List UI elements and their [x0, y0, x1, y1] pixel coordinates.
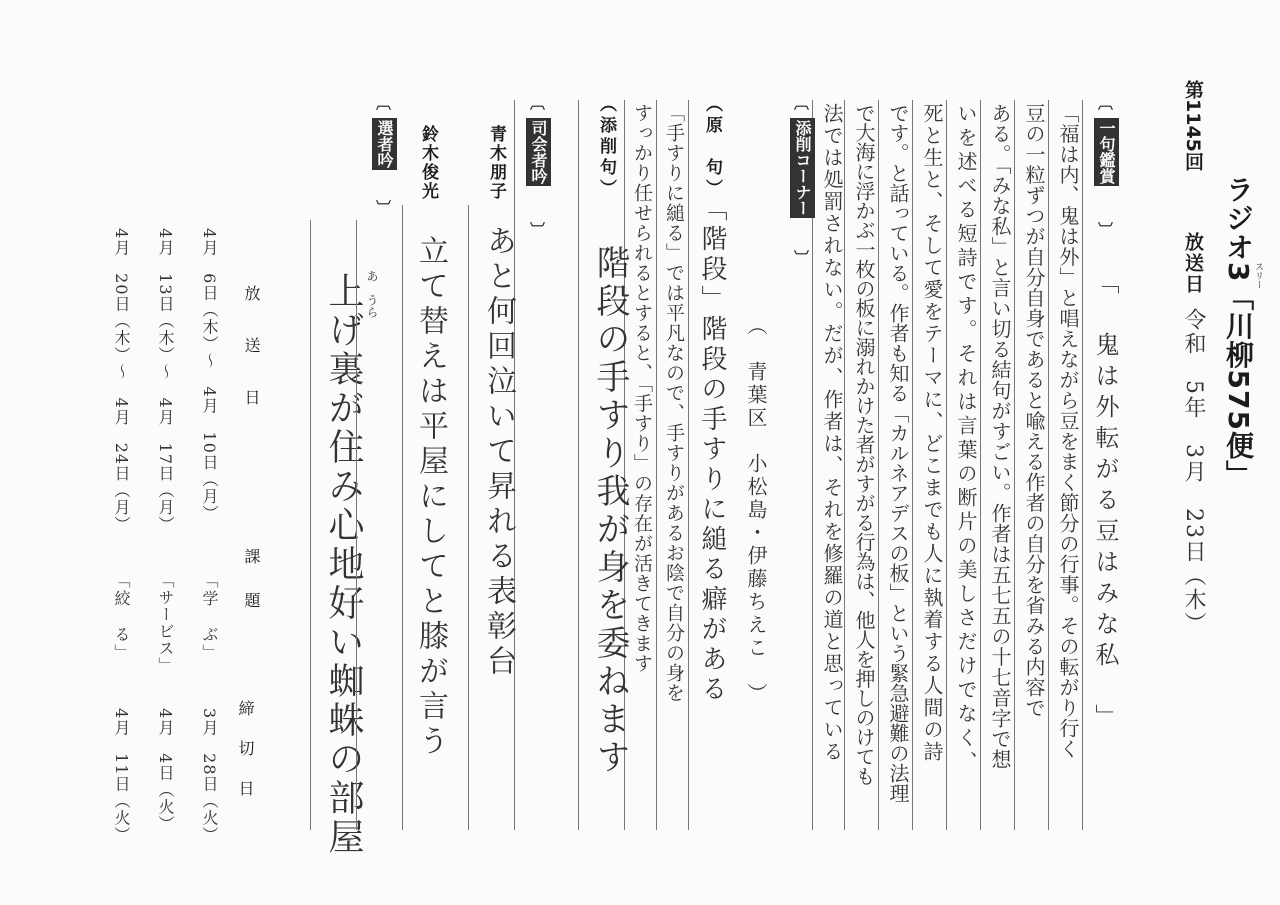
- program-title-ruby: スリー: [1253, 262, 1263, 289]
- correction-note-1: 「手すりに縋る」では平凡なので、手すりがあるお陰で自分の身を: [663, 103, 685, 703]
- label-bracket-close: 〕: [1096, 222, 1114, 237]
- schedule-row-3-period: 4月 20日（木）～ 4月 24日（月）: [112, 228, 131, 534]
- original-verse: 「階段」階段の手すりに縋る癖がある: [697, 195, 727, 705]
- original-label: （原 句）: [702, 95, 722, 200]
- corrected-label: （添削句）: [596, 95, 616, 200]
- label-bracket-close: 〕: [528, 222, 546, 237]
- schedule-row-2-period: 4月 13日（木）～ 4月 17日（月）: [156, 228, 175, 534]
- appreciation-label: 一句鑑賞: [1094, 118, 1119, 186]
- broadcast-date-label: 放送日: [1182, 232, 1204, 295]
- episode-number: 第1145回: [1182, 80, 1204, 171]
- appreciation-line-1: 「福は内、鬼は外」と唱えながら豆をまく節分の行事。その転がり行く: [1056, 103, 1080, 759]
- host-name-1: 青木朋子: [486, 125, 506, 201]
- broadcast-date: 令和 5年 3月 23日（木）: [1181, 308, 1206, 636]
- schedule-header-theme: 課 題: [242, 548, 261, 614]
- schedule-row-1-deadline: 3月 28日（火）: [200, 708, 219, 844]
- host-verse-2: 立て替えは平屋にしてと膝が言う: [413, 235, 448, 760]
- schedule-row-3-deadline: 4月 11日（火）: [112, 708, 131, 844]
- appreciation-line-8: 法では処罰されない。だが、作者は、それを修羅の道と思っている: [820, 103, 844, 763]
- appreciation-verse: 「 鬼は外転がる豆はみな私 」: [1091, 270, 1119, 735]
- host-verse-1: あと何回泣いて昇れる表彰台: [481, 225, 516, 680]
- label-bracket-open: 〔: [374, 95, 392, 110]
- selector-label: 選者吟: [372, 118, 397, 170]
- appreciation-line-5: 死と生と、そして愛をテーマに、どこまでも人に執着する人間の詩: [920, 103, 944, 763]
- label-bracket-close: 〕: [374, 200, 392, 215]
- schedule-row-1-theme: 「学 ぶ」: [200, 572, 219, 662]
- schedule-row-2-deadline: 4月 4日（火）: [156, 708, 175, 833]
- appreciation-line-2: 豆の一粒ずつが自分自身であると喩える作者の自分を省みる内容で: [1022, 103, 1046, 718]
- label-bracket-open: 〔: [528, 95, 546, 110]
- appreciation-line-6: です。と話っている。作者も知る「カルネアデスの板」という緊急避難の法理: [886, 103, 910, 803]
- schedule-row-3-theme: 「絞 る」: [112, 572, 131, 662]
- appreciation-line-3: ある。「みな私」と言い切る結句がすごい。作者は五七五の十七音字で想: [988, 103, 1012, 770]
- correction-label: 添削コーナー: [790, 118, 815, 218]
- host-name-2: 鈴木俊光: [418, 125, 438, 201]
- correction-note-2: すっかり任せられるとすると、「手すり」の存在が活きてきます: [631, 103, 653, 674]
- host-label: 司会者吟: [526, 118, 551, 186]
- schedule-header-deadline: 締 切 日: [236, 700, 255, 800]
- appreciation-line-7: で大海に浮かぶ一枚の板に溺れかけた者がすがる行為は、他人を押しのけても: [852, 103, 876, 786]
- corrected-verse: 階段の手すり我が身を委ねます: [590, 245, 630, 777]
- correction-author: （ 青葉区 小松島・伊藤ちえこ ）: [744, 315, 768, 706]
- label-bracket-open: 〔: [1096, 95, 1114, 110]
- schedule-header-broadcast: 放 送 日: [242, 285, 261, 415]
- selector-ruby: あ うら: [365, 270, 379, 318]
- program-title: ラジオ3「川柳575便」: [1222, 175, 1255, 489]
- label-bracket-close: 〕: [792, 250, 810, 265]
- appreciation-line-4: いを述べる短詩です。それは言葉の断片の美しさだけでなく、: [954, 103, 978, 775]
- schedule-row-1-period: 4月 6日（木）～ 4月 10日（月）: [200, 228, 219, 522]
- label-bracket-open: 〔: [792, 95, 810, 110]
- selector-verse: 上げ裏が住み心地好い蜘蛛の部屋: [323, 272, 364, 857]
- schedule-row-2-theme: 「サービス」: [156, 572, 175, 674]
